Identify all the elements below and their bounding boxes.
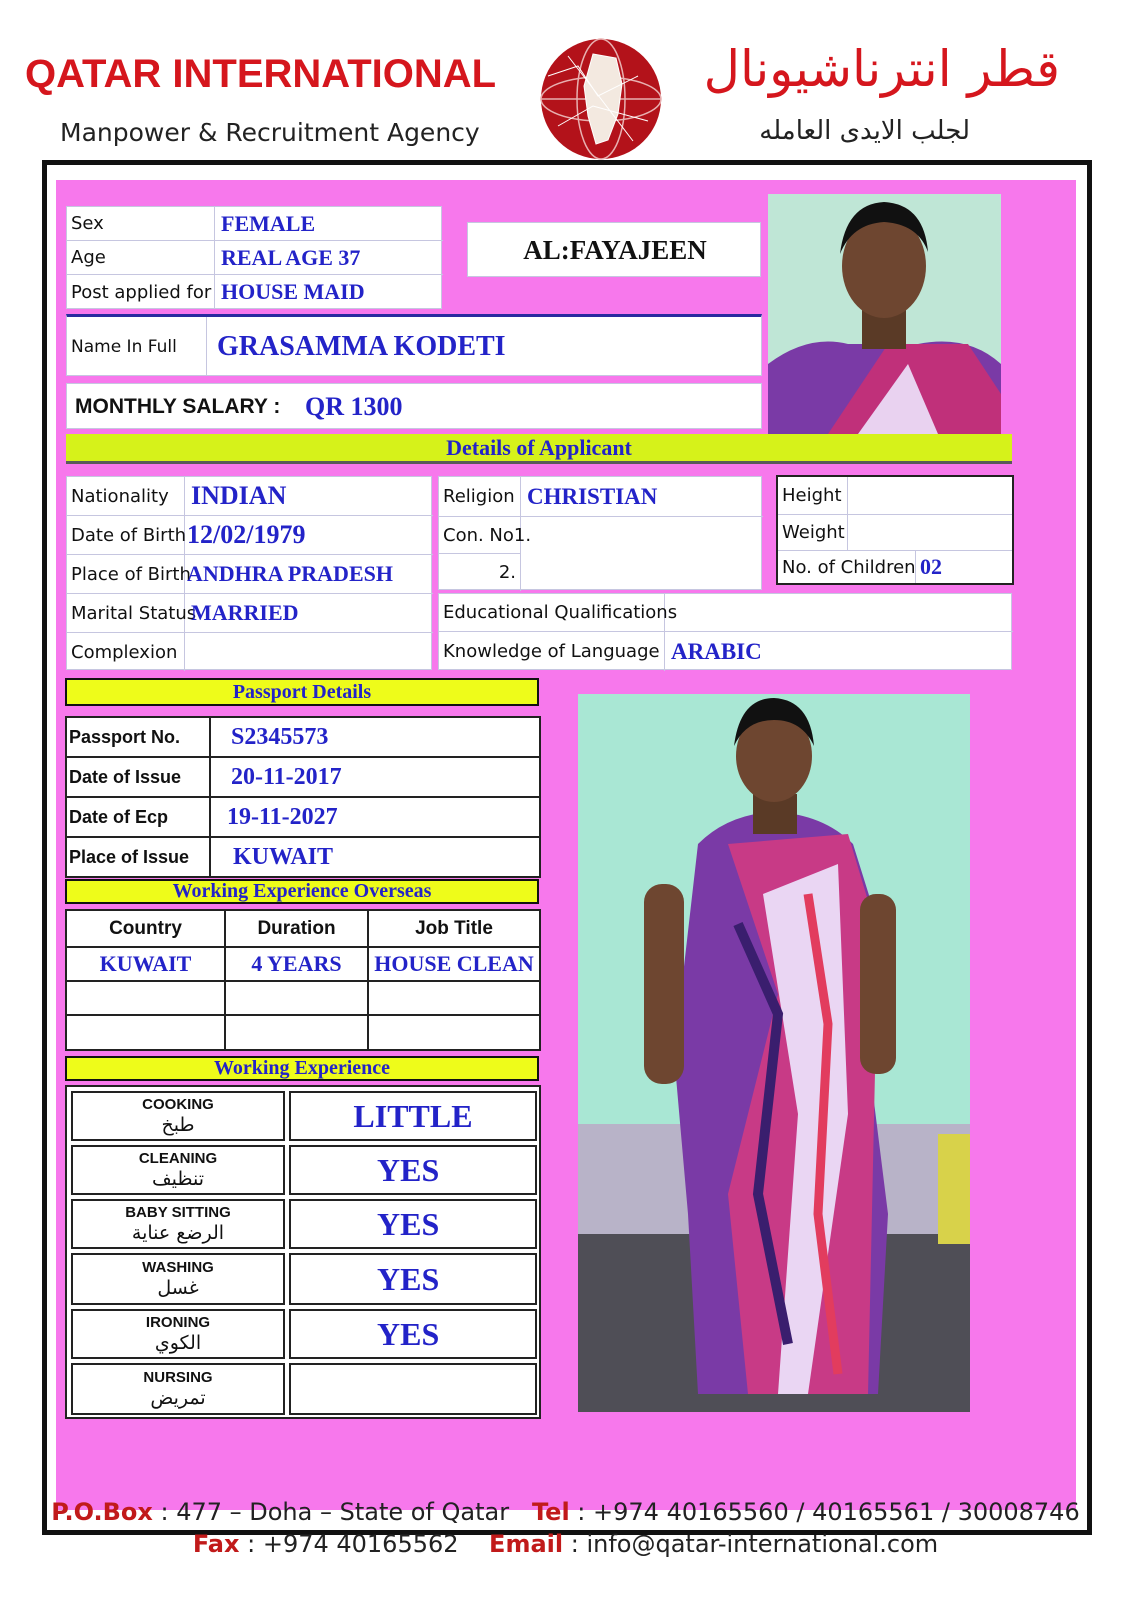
email-key: Email [489,1530,564,1558]
education-language-box [438,593,1012,670]
skill-washing-value: YES [289,1253,537,1305]
agent-name: AL:FAYAJEEN [523,235,707,265]
experience-section-title: Working Experience [65,1056,539,1081]
height-label: Height [778,477,848,515]
height-value [848,477,1012,515]
skill-cooking-label: COOKING طبخ [71,1091,285,1141]
contact1-value [521,517,763,554]
contact2-label: 2. [439,554,521,591]
fax-value: : +974 40165562 [239,1530,459,1558]
brand-name-en: QATAR INTERNATIONAL [25,52,497,96]
brand-name-ar: قطر انترناشيونال [703,40,1060,98]
skill-ironing-value: YES [289,1309,537,1359]
religion-value: CHRISTIAN [521,477,763,517]
tel-key: Tel [531,1498,570,1526]
skill-ironing-label: IRONING الكوي [71,1309,285,1359]
email-value: : info@qatar-international.com [563,1530,939,1558]
skill-washing-label: WASHING غسل [71,1253,285,1305]
marital-label: Marital Status [67,594,185,633]
name-value: GRASAMMA KODETI [217,330,506,362]
nationality-value: INDIAN [185,477,433,516]
overseas-row-2-job [369,982,539,1016]
post-value: HOUSE MAID [221,279,365,304]
overseas-row-2-duration [226,982,369,1016]
marital-value: MARRIED [185,594,433,633]
weight-value [848,515,1012,551]
sex-label: Sex [67,207,215,241]
overseas-row-3-job [369,1016,539,1049]
skill-cooking-value: LITTLE [289,1091,537,1141]
pob-label: Place of Birth [67,555,185,594]
issue-date-value: 20-11-2017 [211,758,539,798]
brand-subtitle-en: Manpower & Recruitment Agency [60,118,480,147]
overseas-row-1-duration: 4 YEARS [226,948,369,982]
language-value: ARABIC [671,638,762,664]
passport-box [65,716,541,878]
passport-no-label: Passport No. [67,718,211,758]
overseas-row-1-job: HOUSE CLEAN [369,948,539,982]
skill-nursing-value [289,1363,537,1415]
overseas-row-3-country [67,1016,226,1049]
basic-info-box [66,206,442,309]
complexion-value [185,633,433,671]
nationality-label: Nationality [67,477,185,516]
complexion-label: Complexion [67,633,185,671]
overseas-header-job-title: Job Title [369,911,539,948]
fax-key: Fax [192,1530,240,1558]
age-value: REAL AGE 37 [215,241,443,275]
issue-date-label: Date of Issue [67,758,211,798]
overseas-row-2-country [67,982,226,1016]
place-of-issue-label: Place of Issue [67,838,211,876]
overseas-header-duration: Duration [226,911,369,948]
personal-details-box [66,476,432,670]
dob-value: 12/02/1979 [185,516,433,555]
post-label: Post applied for [67,275,215,309]
weight-label: Weight [778,515,848,551]
passport-no-value: S2345573 [211,718,539,758]
skill-nursing-label: NURSING تمريض [71,1363,285,1415]
language-label: Knowledge of Language [439,632,665,671]
physical-details-box [776,475,1014,585]
children-label: No. of Children [778,551,916,583]
pobox-value: : 477 – Doha – State of Qatar [152,1498,510,1526]
overseas-section-title: Working Experience Overseas [65,879,539,904]
applicant-full-photo [578,694,970,1412]
brand-subtitle-ar: لجلب الايدى العامله [759,116,970,146]
pob-value: ANDHRA PRADESH [185,555,433,594]
contact2-value [521,554,763,591]
salary-value: QR 1300 [305,392,403,421]
name-box [66,314,762,376]
salary-box [66,383,762,429]
passport-section-title: Passport Details [65,678,539,706]
footer-line-2 [0,1530,1131,1558]
education-value [665,594,1013,632]
religion-contact-box [438,476,762,590]
skill-baby-sitting-label: BABY SITTING الرضع عناية [71,1199,285,1249]
children-value: 02 [920,554,942,579]
dob-label: Date of Birth [67,516,185,555]
skill-cleaning-label: CLEANING تنظيف [71,1145,285,1195]
overseas-row-1-country: KUWAIT [67,948,226,982]
applicant-portrait-photo [768,194,1001,434]
age-label: Age [67,241,215,275]
skills-table [65,1085,541,1419]
expiry-date-label: Date of Ecp [67,798,211,838]
globe-logo-icon [538,36,664,162]
pobox-key: P.O.Box [51,1498,153,1526]
footer-line-1 [0,1498,1131,1526]
details-section-title: Details of Applicant [66,434,1012,464]
sex-value: FEMALE [215,207,443,241]
agent-box [467,222,761,277]
education-label: Educational Qualifications [439,594,665,632]
tel-value: : +974 40165560 / 40165561 / 30008746 [569,1498,1080,1526]
salary-label: MONTHLY SALARY : [75,395,281,418]
overseas-table [65,909,541,1051]
contact1-label: Con. No1. [439,517,521,554]
overseas-header-country: Country [67,911,226,948]
expiry-date-value: 19-11-2027 [211,798,539,838]
name-label: Name In Full [67,317,207,376]
religion-label: Religion [439,477,521,517]
skill-cleaning-value: YES [289,1145,537,1195]
place-of-issue-value: KUWAIT [233,843,334,870]
overseas-row-3-duration [226,1016,369,1049]
skill-baby-sitting-value: YES [289,1199,537,1249]
